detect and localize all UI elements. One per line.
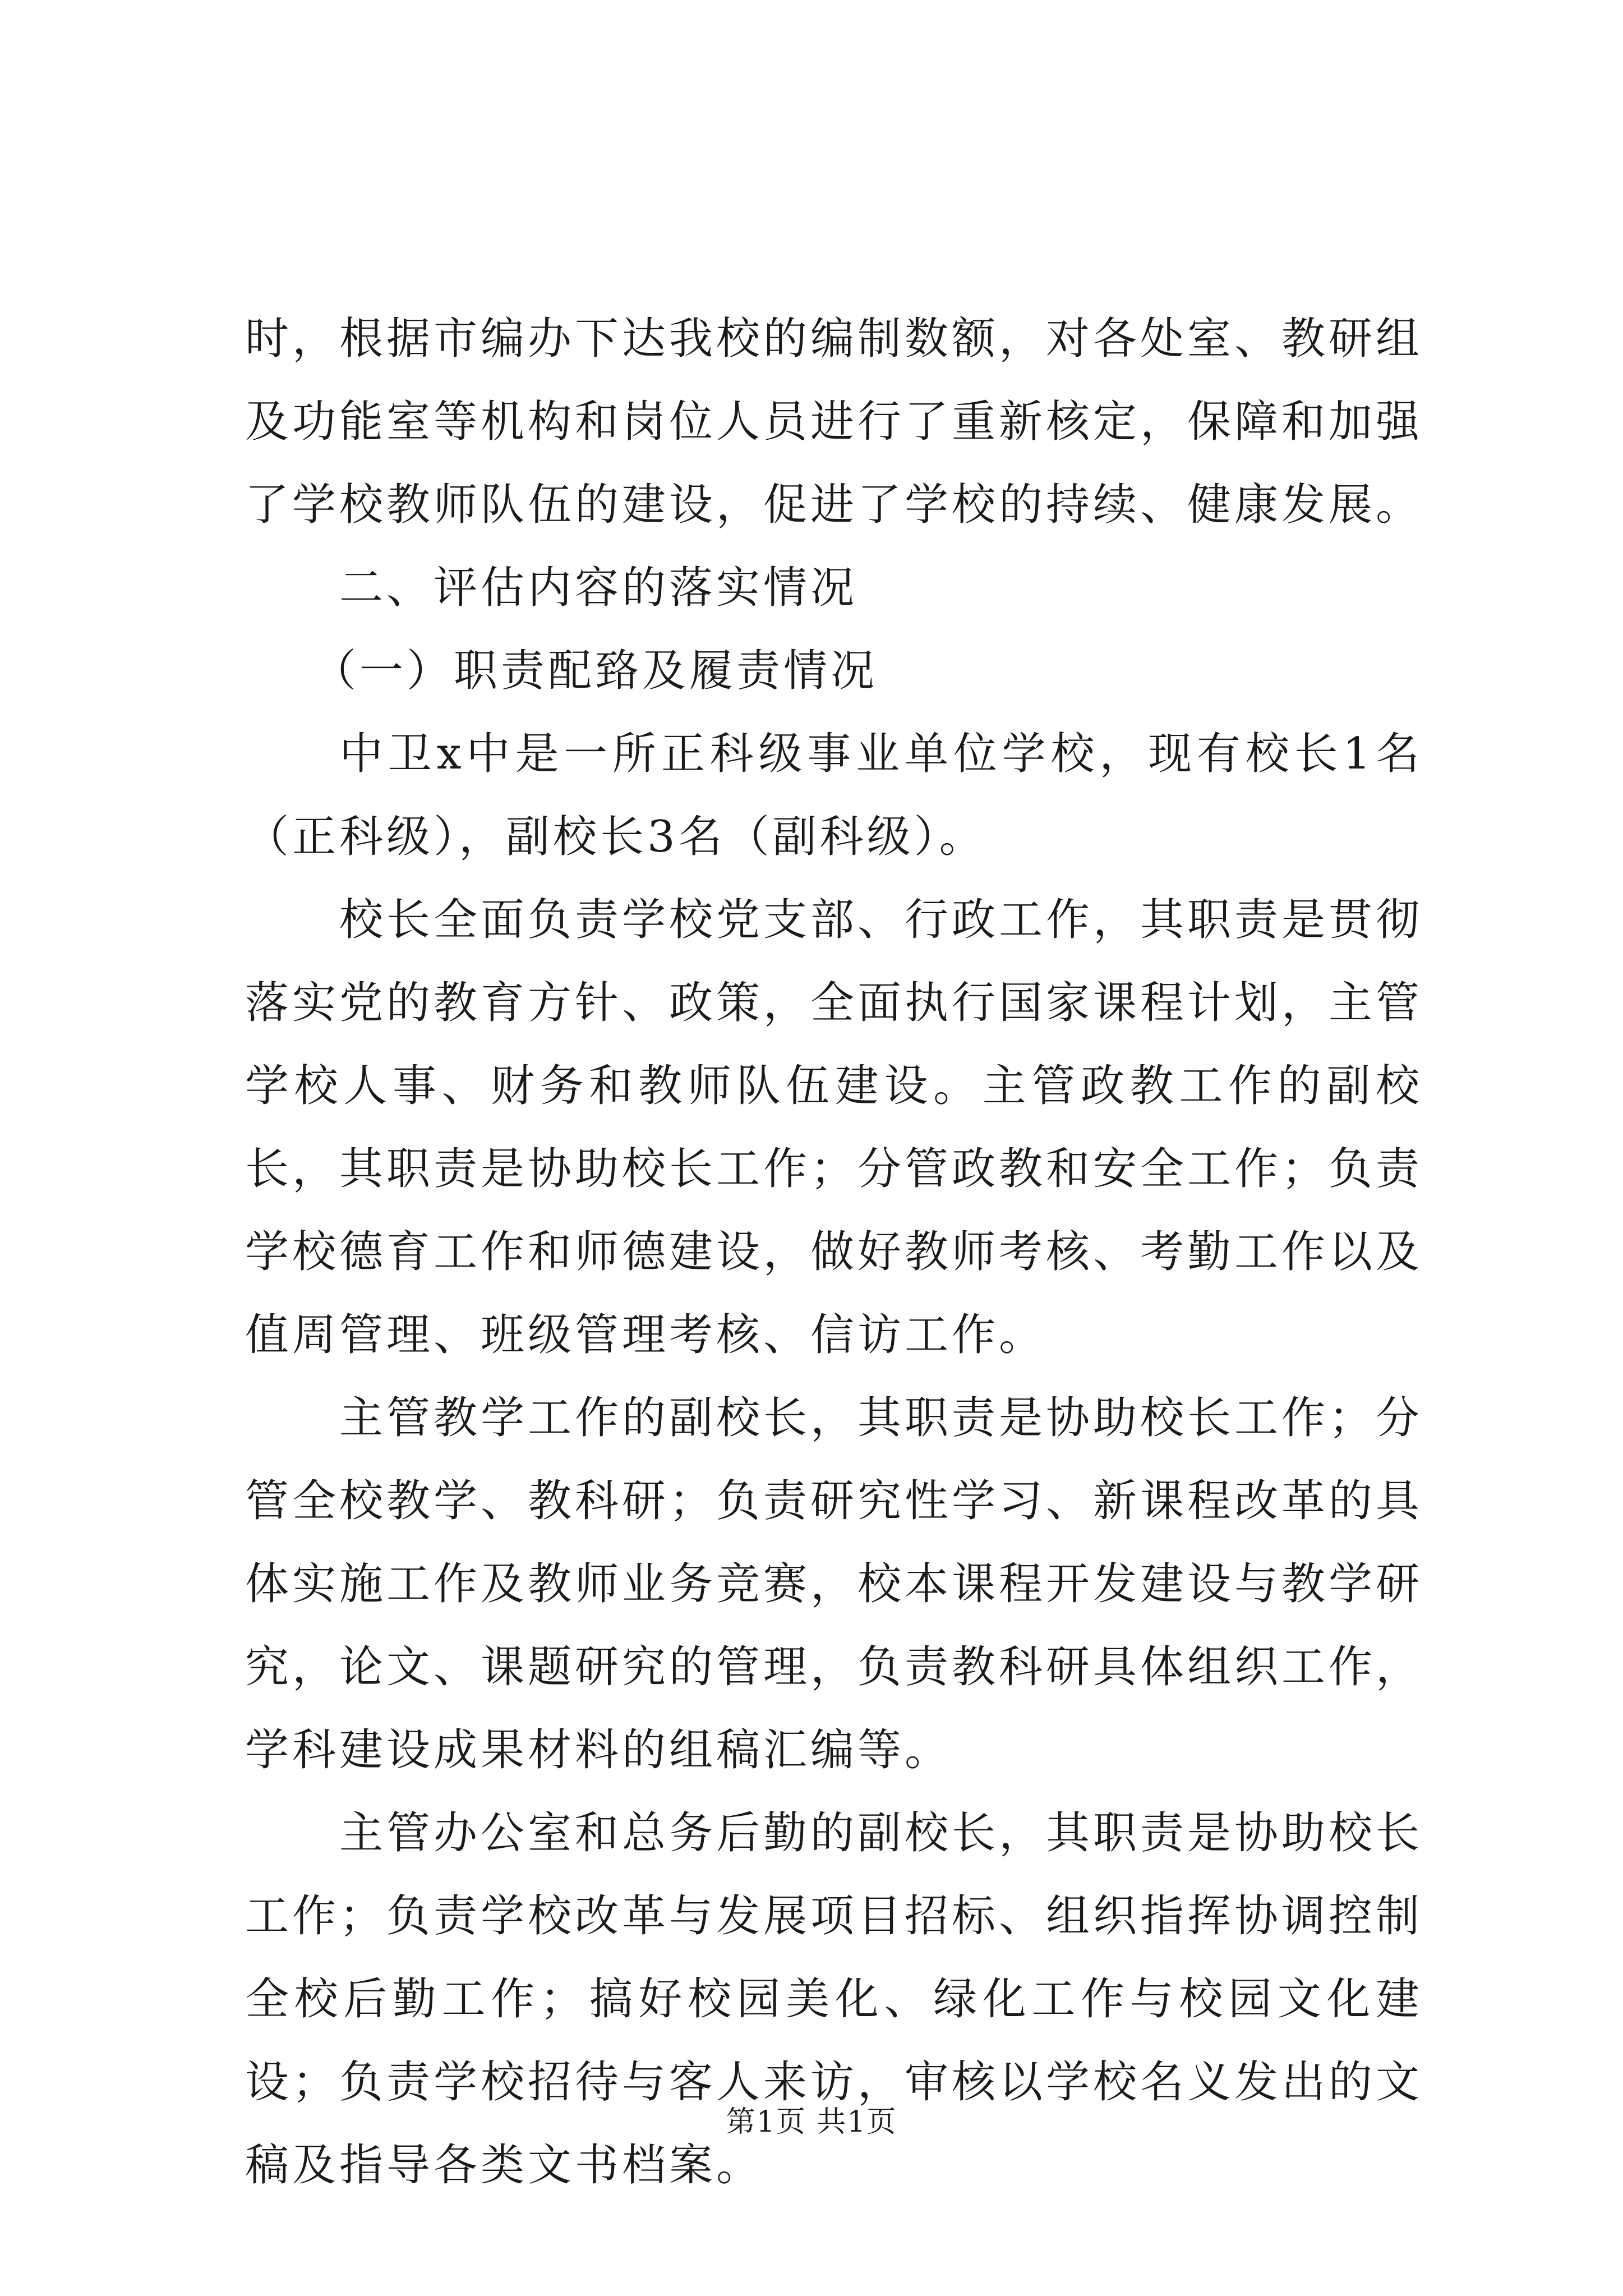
paragraph-continuation: 时，根据市编办下达我校的编制数额，对各处室、教研组及功能室等机构和岗位人员进行了重新核定，保障和加强了学校教师队伍的建设，促进了学校的持续、健康发展。 (245, 314, 1423, 530)
section-heading: 二、评估内容的落实情况 (339, 563, 858, 613)
paragraph-school-overview: 中卫x中是一所正科级事业单位学校，现有校长1名（正科级），副校长3名（副科级）。 (245, 729, 1423, 862)
paragraph-logistics-vice-principal: 主管办公室和总务后勤的副校长，其职责是协助校长工作；负责学校改革与发展项目招标、组织指挥协调控制全校后勤工作；搞好校园美化、绿化工作与校园文化建设；负责学校招待与客人来访，审核以学校名义发出的文稿及指导各类文书档案。 (245, 1808, 1423, 2191)
page-number-footer: 第1页 共1页 (726, 2105, 897, 2139)
paragraph-principal-duties: 校长全面负责学校党支部、行政工作，其职责是贯彻落实党的教育方针、政策，全面执行国家课程计划，主管学校人事、财务和教师队伍建设。主管政教工作的副校长，其职责是协助校长工作；分管政教和安全工作；负责学校德育工作和师德建设，做好教师考核、考勤工作以及值周管理、班级管理考核、信访工作。 (245, 895, 1423, 1360)
subsection-heading: （一）职责配臵及履责情况 (312, 646, 878, 696)
document-body (245, 297, 1423, 2207)
paragraph-teaching-vice-principal: 主管教学工作的副校长，其职责是协助校长工作；分管全校教学、教科研；负责研究性学习、新课程改革的具体实施工作及教师业务竞赛，校本课程开发建设与教学研究，论文、课题研究的管理，负责教科研具体组织工作，学科建设成果材料的组稿汇编等。 (245, 1393, 1423, 1775)
